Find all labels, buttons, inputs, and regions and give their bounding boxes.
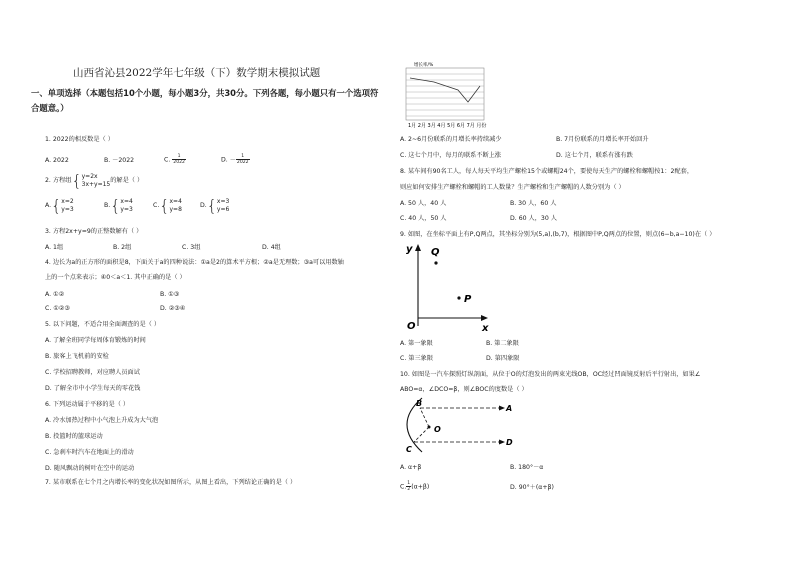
q10-ray-oc bbox=[414, 427, 429, 442]
q9-point-q bbox=[434, 261, 437, 264]
q5-option-b: B. 旅客上飞机前的安检 bbox=[45, 353, 109, 360]
q7-option-a: A. 2~6月份联系的月增长率持续减少 bbox=[400, 136, 502, 143]
q5-option-a: A. 了解全班同学每周体育锻炼的时间 bbox=[45, 337, 146, 344]
q5-option-d: D. 了解全市中小学生每天的零花钱 bbox=[45, 385, 141, 392]
q1-option-c: C. $\frac{1}{2022}$ bbox=[164, 154, 185, 165]
q2-option-d: D.{x=3 y=6 bbox=[200, 196, 230, 215]
q4-option-b: B. ①③ bbox=[160, 291, 180, 298]
q9-coordinate-figure bbox=[398, 238, 498, 334]
q8-option-a: A. 50 人，40 人 bbox=[400, 200, 447, 207]
q3-option-d: D. 4组 bbox=[262, 244, 281, 251]
q2-stem: 2. 方程组{y=2x 3x+y=15的解是（ ） bbox=[45, 171, 144, 190]
q1-option-a: A. 2022 bbox=[45, 157, 69, 164]
q10-stem-line2: ABO=α，∠DCO=β，则∠BOC的度数是（ ） bbox=[400, 386, 528, 393]
q7-stem: 7. 某市联系在七个月之内增长率的变化状况如图所示，从图上看出，下列结论正确的是（ ） bbox=[45, 479, 297, 486]
q8-stem-line1: 8. 某车间有90名工人，每人每天平均生产螺栓15个或螺帽24个，要使每天生产的螺栓和螺帽按1：2配套， bbox=[400, 168, 694, 175]
q8-option-b: B. 30 人，60 人 bbox=[510, 200, 557, 207]
q10-label-o: O bbox=[434, 425, 441, 434]
q4-option-a: A. ①② bbox=[45, 291, 65, 298]
q2-option-a: A.{x=2 y=3 bbox=[45, 196, 74, 215]
q9-option-a: A. 第一象限 bbox=[400, 340, 433, 347]
q5-option-c: C. 学校招聘教师，对应聘人员面试 bbox=[45, 369, 140, 376]
q9-option-b: B. 第二象限 bbox=[486, 340, 519, 347]
q5-stem: 5. 以下问题，不适合用全面调查的是（ ） bbox=[45, 321, 161, 328]
q7-option-c: C. 这七个月中，每月的联系不断上涨 bbox=[400, 152, 502, 159]
q6-option-d: D. 随风飘动的树叶在空中的运动 bbox=[45, 465, 135, 472]
q7-chart-ylabel: 增长率/% bbox=[414, 63, 434, 68]
q3-option-a: A. 1组 bbox=[45, 244, 64, 251]
q10-point-o bbox=[428, 426, 431, 429]
q6-stem: 6. 下列运动属于平移的是（ ） bbox=[45, 401, 130, 408]
q9-x-label: x bbox=[482, 323, 489, 334]
q6-option-a: A. 冷水加热过程中小气泡上升成为大气泡 bbox=[45, 417, 159, 424]
q2-option-b: B.{x=4 y=3 bbox=[104, 196, 133, 215]
q10-option-a: A. α+β bbox=[400, 464, 422, 471]
q3-option-b: B. 2组 bbox=[113, 244, 132, 251]
q3-stem: 3. 方程2x+y=9的正整数解有（ ） bbox=[45, 228, 143, 235]
q7-option-b: B. 7月份联系的月增长率开始回升 bbox=[556, 136, 649, 143]
q9-option-d: D. 第四象限 bbox=[486, 355, 520, 362]
q9-p-label: P bbox=[464, 294, 472, 305]
q10-label-d: D bbox=[506, 438, 513, 447]
q10-label-c: C bbox=[406, 445, 412, 454]
q4-option-c: C. ①②③ bbox=[45, 305, 70, 312]
q10-option-b: B. 180°－α bbox=[510, 464, 544, 471]
q10-headlight-figure bbox=[398, 394, 518, 456]
q7-chart-xlabels: 1月 2月 3月 4月 5月 6月 7月 月份 bbox=[408, 123, 487, 129]
q8-option-d: D. 60 人，30 人 bbox=[510, 215, 557, 222]
page-title: 山西省沁县2022学年七年级（下）数学期末模拟试题 bbox=[73, 67, 321, 79]
q10-label-a: A bbox=[506, 404, 513, 413]
q6-option-b: B. 投篮时的篮球运动 bbox=[45, 433, 103, 440]
q10-option-d: D. 90°＋(α+β) bbox=[510, 484, 554, 491]
q1-stem: 1. 2022的相反数是（ ） bbox=[45, 136, 114, 143]
section-heading-line2: 合题意。） bbox=[31, 103, 69, 113]
q9-q-label: Q bbox=[431, 247, 440, 258]
q6-option-c: C. 急刹车时汽车在地面上的滑动 bbox=[45, 449, 134, 456]
q7-option-d: D. 这七个月，联系有涨有跌 bbox=[556, 152, 633, 159]
q7-growth-line bbox=[410, 78, 480, 102]
q1-option-d: D. － $\frac{1}{2022}$ bbox=[221, 154, 249, 165]
q3-option-c: C. 3组 bbox=[182, 244, 201, 251]
q10-ray-ob bbox=[420, 408, 429, 427]
q8-option-c: C. 40 人，50 人 bbox=[400, 215, 447, 222]
q10-stem-line1: 10. 如图是一汽车探照灯纵剖面，从位于O的灯泡发出的两束光线OB，OC经过凹面镜反射后平行射出，如果∠ bbox=[400, 371, 701, 378]
q9-stem: 9. 如图，在坐标平面上有P,Q两点，其坐标分别为(5,a),(b,7)，根据图中P,Q两点的位置，则点(6−b,a−10)在（ ） bbox=[400, 231, 716, 238]
q2-option-c: C.{x=4 y=8 bbox=[153, 196, 182, 215]
q1-option-b: B. －2022 bbox=[104, 157, 135, 164]
q7-growth-chart bbox=[396, 60, 496, 130]
q9-point-p bbox=[457, 296, 460, 299]
section-heading-line1: 一、单项选择（本题包括10个小题，每小题3分，共30分。下列各题，每小题只有一个选项符 bbox=[31, 88, 379, 98]
q10-option-c: C. $\frac{1}{2}$ (α+β) bbox=[400, 481, 430, 492]
q4-stem-line1: 4. 边长为a的正方形的面积是8，下面关于a的四种说法：①a是2的算术平方根；②a是无理数；③a可以用数轴 bbox=[45, 259, 344, 266]
q9-option-c: C. 第三象限 bbox=[400, 355, 434, 362]
q4-stem-line2: 上的一个点来表示；④0＜a＜1. 其中正确的是（ ） bbox=[45, 274, 186, 281]
q9-origin-label: O bbox=[407, 321, 416, 332]
q9-y-label: y bbox=[406, 244, 413, 255]
q4-option-d: D. ②③④ bbox=[160, 305, 186, 312]
q8-stem-line2: 则应如何安排生产螺栓和螺帽的工人数量？生产螺栓和生产螺帽的人数分别为（ ） bbox=[400, 184, 625, 191]
q10-label-b: B bbox=[416, 399, 423, 408]
